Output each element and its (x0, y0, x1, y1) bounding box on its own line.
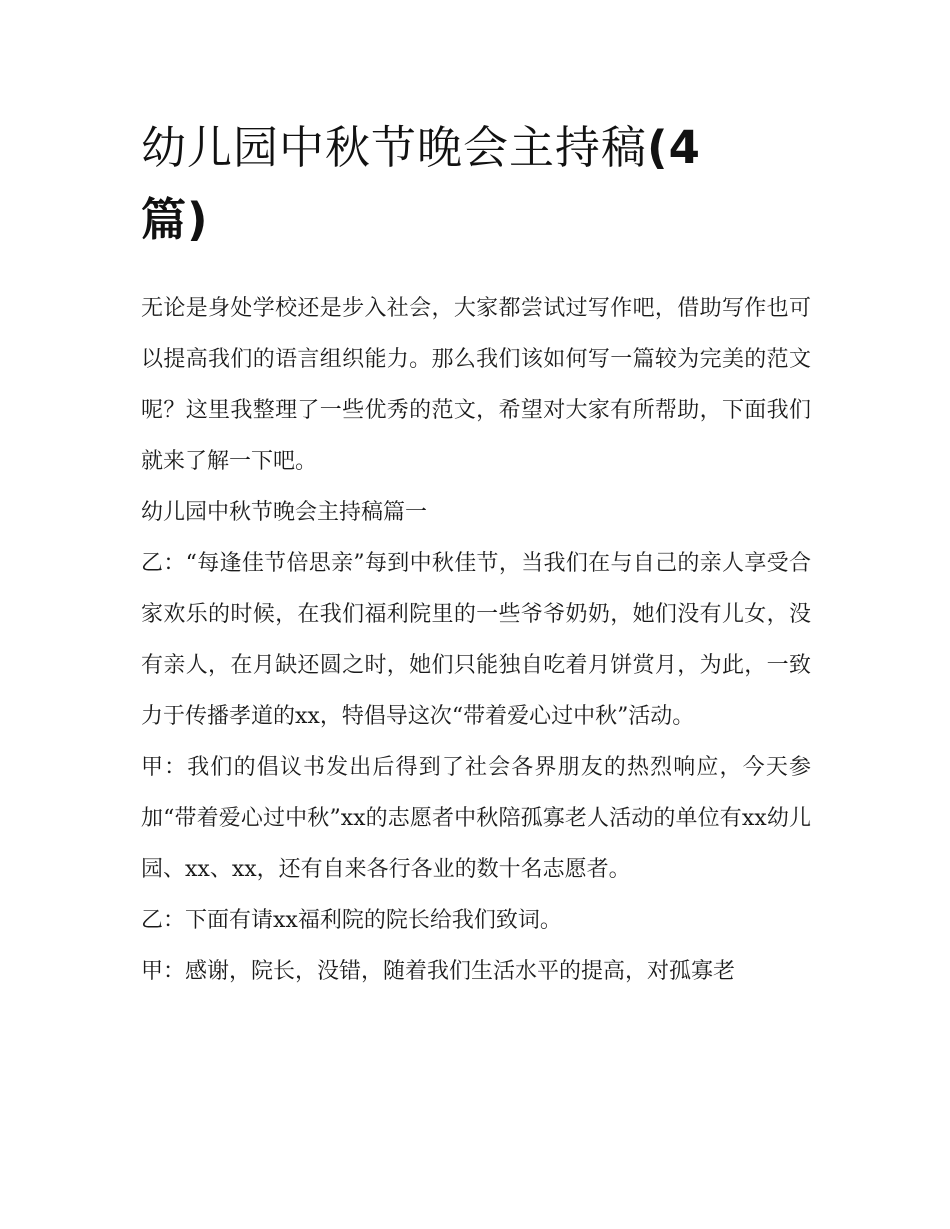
dialogue-paragraph: 甲：感谢，院长，没错，随着我们生活水平的提高，对孤寡老 (141, 959, 736, 984)
document-body (141, 283, 811, 997)
document-title (141, 112, 811, 256)
dialogue-paragraph: 乙：“每逢佳节倍思亲”每到中秋佳节，当我们在与自己的亲人享受合家欢乐的时候，在我们福利院里的一些爷爷奶奶，她们没有儿女，没有亲人，在月缺还圆之时，她们只能独自吃着月饼赏月，为此，一致力于传播孝道的xx，特倡导这次“带着爱心过中秋”活动。 (141, 551, 811, 729)
intro-paragraph: 无论是身处学校还是步入社会，大家都尝试过写作吧，借助写作也可以提高我们的语言组织能力。那么我们该如何写一篇较为完美的范文呢？这里我整理了一些优秀的范文，希望对大家有所帮助，下面我们就来了解一下吧。 (141, 296, 811, 474)
document-title-line2: 篇) (141, 193, 209, 246)
document-title-count: (4 (647, 121, 701, 174)
dialogue-paragraph: 乙：下面有请xx福利院的院长给我们致词。 (141, 908, 562, 933)
dialogue-paragraph: 甲：我们的倡议书发出后得到了社会各界朋友的热烈响应，今天参加“带着爱心过中秋”xx的志愿者中秋陪孤寡老人活动的单位有xx幼儿园、xx、xx，还有自来各行各业的数十名志愿者。 (141, 755, 811, 882)
section-heading: 幼儿园中秋节晚会主持稿篇一 (141, 500, 428, 525)
document-title-main: 幼儿园中秋节晚会主持稿 (141, 121, 648, 174)
document-content (141, 112, 811, 997)
